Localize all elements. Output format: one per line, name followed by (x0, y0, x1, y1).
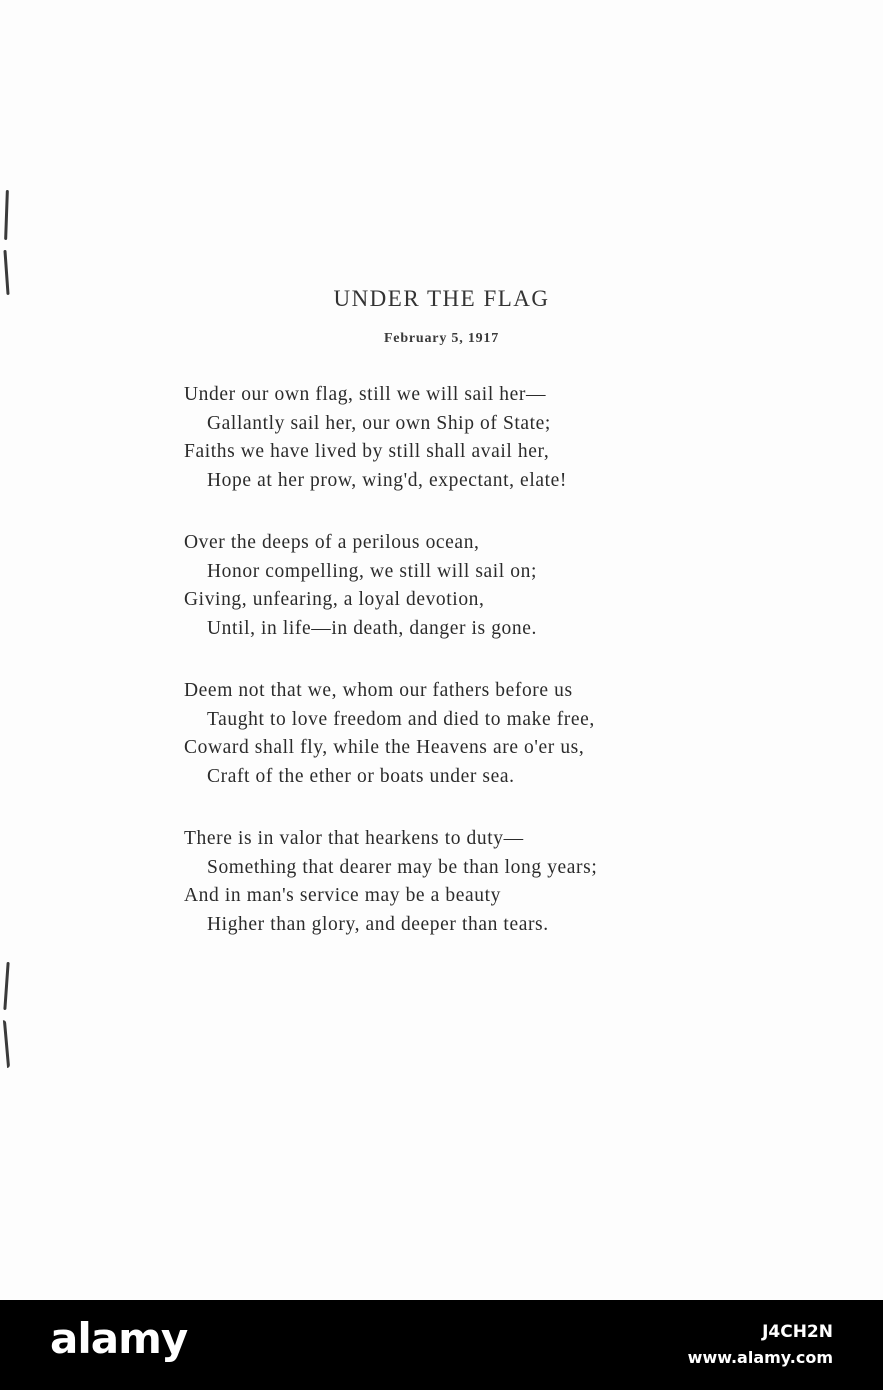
poem-line: Giving, unfearing, a loyal devotion, (184, 589, 485, 610)
binding-mark (3, 962, 9, 1010)
poem-line: Craft of the ether or boats under sea. (207, 765, 515, 787)
poem-date: February 5, 1917 (383, 331, 500, 346)
image-code: J4CH2N (762, 1322, 833, 1342)
poem-line: Honor compelling, we still will sail on; (207, 560, 538, 582)
poem-line: Taught to love freedom and died to make free, (207, 708, 595, 730)
poem-line: Something that dearer may be than long years; (207, 856, 598, 878)
poem-line: Until, in life—in death, danger is gone. (207, 617, 537, 639)
poem-line: Gallantly sail her, our own Ship of State; (207, 412, 551, 434)
alamy-logo: alamy (50, 1314, 188, 1363)
binding-mark (3, 1020, 10, 1068)
binding-mark (4, 190, 9, 240)
stock-watermark-bar (0, 1300, 883, 1390)
stanza (184, 677, 784, 791)
poem-line: Deem not that we, whom our fathers before us (184, 680, 573, 701)
poem-body (184, 381, 784, 973)
poem-line: Under our own flag, still we will sail her— (184, 384, 547, 405)
site-url: www.alamy.com (687, 1348, 833, 1367)
stanza (184, 529, 784, 643)
poem-line: And in man's service may be a beauty (184, 885, 501, 906)
poem-line: Coward shall fly, while the Heavens are o'er us, (184, 737, 585, 758)
poem-line: There is in valor that hearkens to duty— (184, 828, 524, 849)
poem-title: UNDER THE FLAG (333, 286, 550, 311)
poem-line: Faiths we have lived by still shall avail her, (184, 441, 550, 462)
stanza (184, 381, 784, 495)
poem-line: Hope at her prow, wing'd, expectant, elate! (207, 469, 567, 491)
stanza (184, 825, 784, 939)
poem-line: Over the deeps of a perilous ocean, (184, 532, 480, 553)
poem-line: Higher than glory, and deeper than tears. (207, 913, 549, 935)
